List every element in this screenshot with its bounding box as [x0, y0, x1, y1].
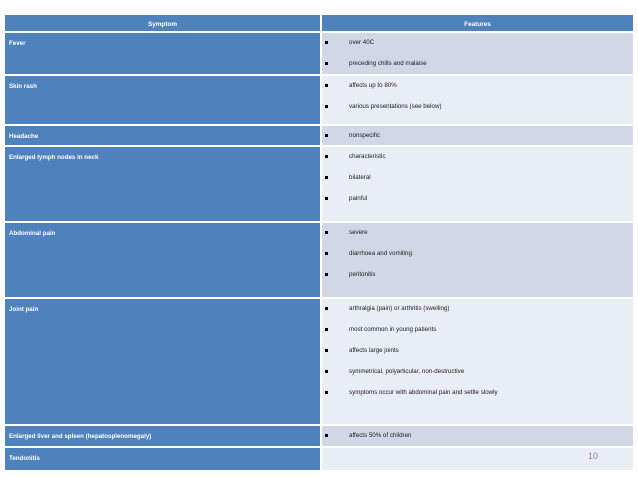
feature-text: affects large joints	[349, 347, 399, 354]
features-cell	[322, 426, 633, 446]
page-number: 10	[588, 451, 599, 461]
table-row	[5, 448, 633, 470]
bullet-icon	[325, 105, 328, 108]
symptom-cell: Enlarged liver and spleen (hepatosplenomegaly)	[5, 426, 320, 446]
features-cell	[322, 223, 633, 297]
feature-text: arthralgia (pain) or arthritis (swelling)	[349, 305, 450, 312]
bullet-icon	[325, 370, 328, 373]
symptom-cell: Headache	[5, 126, 320, 145]
bullet-icon	[325, 84, 328, 87]
bullet-icon	[325, 62, 328, 65]
bullet-icon	[325, 307, 328, 310]
features-cell	[322, 126, 633, 145]
feature-text: over 40C	[349, 39, 375, 46]
bullet-icon	[325, 349, 328, 352]
table-row	[5, 126, 633, 145]
symptom-table	[5, 15, 633, 472]
bullet-icon	[325, 197, 328, 200]
feature-text: diarrhoea and vomiting	[349, 250, 412, 257]
feature-text: peritonitis	[349, 271, 376, 278]
bullet-icon	[325, 328, 328, 331]
features-cell	[322, 147, 633, 221]
feature-text: painful	[349, 195, 368, 202]
symptom-cell: Abdominal pain	[5, 223, 320, 297]
feature-item	[322, 324, 633, 345]
feature-item	[322, 172, 633, 193]
symptom-cell: Skin rash	[5, 76, 320, 124]
header-symptom: Symptom	[5, 15, 320, 31]
table-row	[5, 299, 633, 424]
feature-text: various presentations (see below)	[349, 103, 442, 110]
table-row	[5, 33, 633, 74]
features-cell	[322, 76, 633, 124]
feature-item	[322, 269, 633, 290]
feature-item	[322, 227, 633, 248]
features-cell	[322, 448, 633, 470]
table-row	[5, 147, 633, 221]
bullet-icon	[325, 252, 328, 255]
table-header-row	[5, 15, 633, 31]
symptom-cell: Fever	[5, 33, 320, 74]
feature-item	[322, 387, 633, 408]
feature-item	[322, 80, 633, 101]
bullet-icon	[325, 231, 328, 234]
feature-text: affects up to 80%	[349, 82, 397, 89]
table-row	[5, 223, 633, 297]
feature-item	[322, 345, 633, 366]
header-features: Features	[322, 15, 633, 31]
feature-text: affects 50% of children	[349, 432, 412, 439]
feature-item	[322, 193, 633, 214]
feature-text: nonspecific	[349, 132, 380, 139]
feature-item	[322, 37, 633, 58]
bullet-icon	[325, 434, 328, 437]
feature-item	[322, 303, 633, 324]
features-cell	[322, 33, 633, 74]
feature-text: preceding chills and malaise	[349, 60, 427, 67]
table-row	[5, 426, 633, 446]
table-row	[5, 76, 633, 124]
feature-text: severe	[349, 229, 368, 236]
feature-item	[322, 151, 633, 172]
feature-text: most common in young patients	[349, 326, 437, 333]
feature-text: bilateral	[349, 174, 371, 181]
bullet-icon	[325, 155, 328, 158]
symptom-cell: Enlarged lymph nodes in neck	[5, 147, 320, 221]
bullet-icon	[325, 273, 328, 276]
feature-text: characteristic	[349, 153, 386, 160]
feature-item	[322, 248, 633, 269]
symptom-cell: Tendonitis	[5, 448, 320, 470]
feature-text: symmetrical, polyarticular, non-destructive	[349, 368, 465, 375]
feature-item	[322, 101, 633, 122]
bullet-icon	[325, 176, 328, 179]
feature-item	[322, 366, 633, 387]
bullet-icon	[325, 391, 328, 394]
features-cell	[322, 299, 633, 424]
bullet-icon	[325, 41, 328, 44]
feature-text: symptoms occur with abdominal pain and settle slowly	[349, 389, 498, 396]
bullet-icon	[325, 134, 328, 137]
symptom-cell: Joint pain	[5, 299, 320, 424]
